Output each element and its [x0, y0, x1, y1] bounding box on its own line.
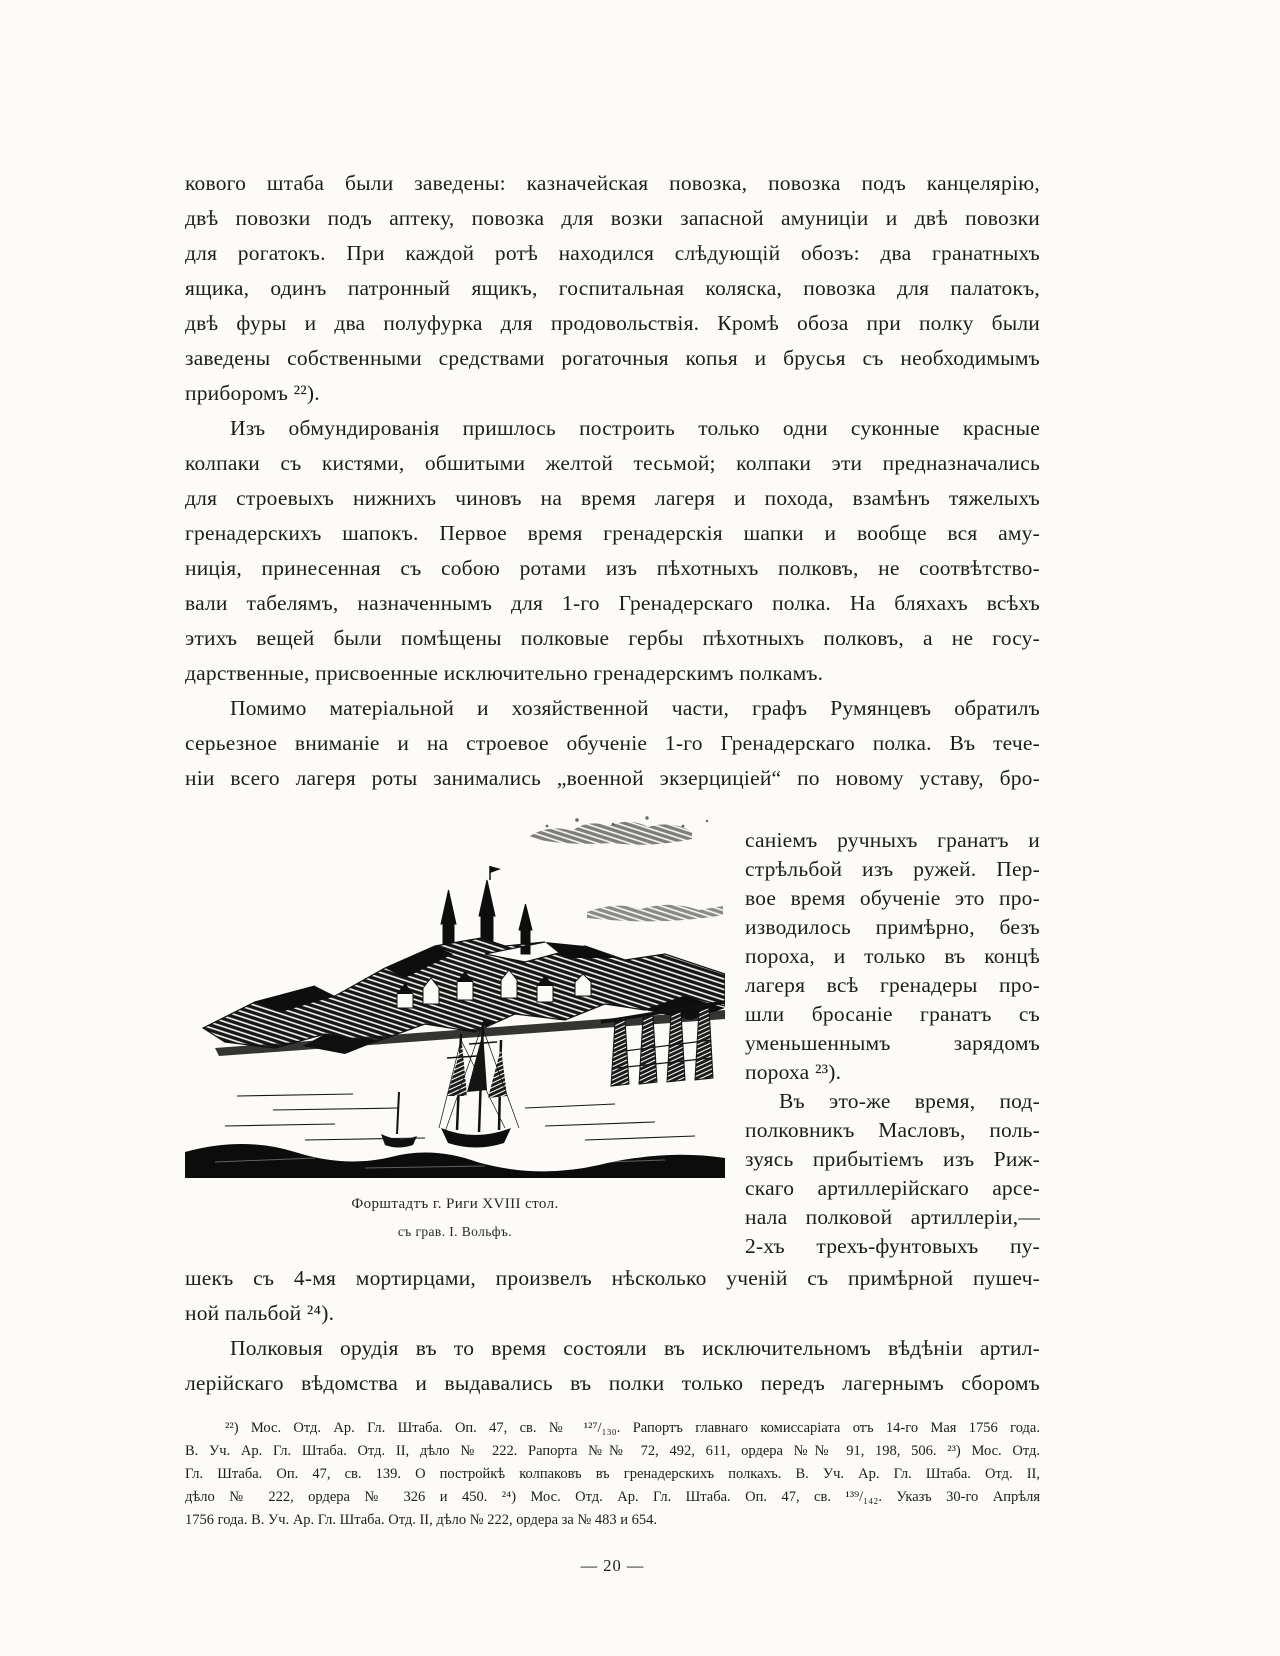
wrapped-text-column [745, 796, 1040, 1261]
footnote-line: 1756 года. В. Уч. Ар. Гл. Штаба. Отд. II, дѣло № 222, ордера за № 483 и 654. [185, 1512, 658, 1528]
text-line: серьезное вниманіе и на строевое обученіе 1-го Гренадерскаго полка. Въ тече- [185, 731, 1040, 755]
paragraph [185, 166, 1040, 411]
text-line: Полковыя орудія въ то время состояли въ исключительномъ вѣдѣніи артил- [230, 1336, 1040, 1360]
text-line: 2-хъ трехъ-фунтовыхъ пу- [745, 1234, 1040, 1258]
text-line: пороха ²³). [745, 1060, 842, 1084]
text-line: уменьшеннымъ зарядомъ [745, 1031, 1040, 1055]
text-line: ниція, принесенная съ собою ротами изъ пѣхотныхъ полковъ, не соотвѣтство- [185, 556, 1040, 580]
figure-caption-title: Форштадтъ г. Риги XVIII стол. [351, 1196, 559, 1212]
text-line: дарственные, присвоенные исключительно гренадерскимъ полкамъ. [185, 661, 824, 685]
page-number: — 20 — [580, 1556, 645, 1575]
text-line: нала полковой артиллеріи,— [745, 1205, 1040, 1229]
figure-and-text-block [185, 796, 1040, 1261]
text-line: вое время обученіе это про- [745, 886, 1040, 910]
paragraph [185, 1331, 1040, 1401]
text-line: полковникъ Масловъ, поль- [745, 1118, 1040, 1142]
text-line: двѣ повозки подъ аптеку, повозка для возки запасной амуниціи и двѣ повозки [185, 206, 1040, 230]
text-line: стрѣльбой изъ ружей. Пер- [745, 857, 1040, 881]
text-line: колпаки съ кистями, обшитыми желтой тесьмой; колпаки эти предназначались [185, 451, 1040, 475]
paragraph [185, 691, 1040, 796]
text-line: зуясь прибытіемъ изъ Риж- [745, 1147, 1040, 1171]
text-line: двѣ фуры и два полуфурка для продовольствія. Кромѣ обоза при полку были [185, 311, 1040, 335]
text-line: Въ это-же время, под- [779, 1089, 1040, 1113]
text-line: лерійскаго вѣдомства и выдавались въ полки только передъ лагернымъ сборомъ [185, 1371, 1040, 1395]
text-line: этихъ вещей были помѣщены полковые гербы пѣхотныхъ полковъ, а не госу- [185, 626, 1040, 650]
text-line: вали табелямъ, назначеннымъ для 1-го Гренадерскаго полка. На бляхахъ всѣхъ [185, 591, 1040, 615]
text-line: лагеря всѣ гренадеры про- [745, 973, 1040, 997]
text-line: Изъ обмундированія пришлось построить только одни суконные красные [230, 416, 1040, 440]
text-line: пороха, и только въ концѣ [745, 944, 1040, 968]
footnote-block [185, 1417, 1040, 1532]
text-line: для рогатокъ. При каждой ротѣ находился слѣдующій обозъ: два гранатныхъ [185, 241, 1040, 265]
text-line: изводилось примѣрно, безъ [745, 915, 1040, 939]
paragraph [185, 1261, 1040, 1331]
footnote-line: В. Уч. Ар. Гл. Штаба. Отд. II, дѣло № 222. Рапорта №№ 72, 492, 611, ордера №№ 91, 198, 506. ²³) Мос. Отд. [185, 1443, 1040, 1459]
text-line: Помимо матеріальной и хозяйственной части, графъ Румянцевъ обратилъ [230, 696, 1040, 720]
text-line: ящика, одинъ патронный ящикъ, госпитальная коляска, повозка для палатокъ, [185, 276, 1040, 300]
figure-caption-credit: съ грав. І. Вольфъ. [397, 1224, 513, 1239]
text-line: саніемъ ручныхъ гранатъ и [745, 828, 1040, 852]
text-line: кового штаба были заведены: казначейская повозка, повозка подъ канцелярію, [185, 171, 1040, 195]
footnote-line: ²²) Мос. Отд. Ар. Гл. Штаба. Оп. 47, св. № ¹²⁷/₁₃₀. Рапортъ главнаго комиссаріата отъ 14-го Мая 1756 года. [225, 1420, 1040, 1436]
figure [185, 796, 725, 1242]
text-line: для строевыхъ нижнихъ чиновъ на время лагеря и похода, взамѣнъ тяжелыхъ [185, 486, 1040, 510]
text-line: шли бросаніе гранатъ съ [745, 1002, 1040, 1026]
paragraph [185, 411, 1040, 691]
text-line: шекъ съ 4-мя мортирцами, произвелъ нѣсколько ученій съ примѣрной пушеч- [185, 1266, 1040, 1290]
text-line: ной пальбой ²⁴). [185, 1301, 335, 1325]
text-block [185, 166, 1040, 1576]
riga-engraving-image [185, 796, 725, 1178]
text-line: заведены собственными средствами рогаточныя копья и брусья съ необходимымъ [185, 346, 1040, 370]
footnote-line: Гл. Штаба. Оп. 47, св. 139. О постройкѣ колпаковъ въ гренадерскихъ полкахъ. В. Уч. Ар. Гл. Штаба. Отд. II, [185, 1466, 1040, 1482]
text-line: гренадерскихъ шапокъ. Первое время гренадерскія шапки и вообще вся аму- [185, 521, 1040, 545]
footnote-line: дѣло № 222, ордера № 326 и 450. ²⁴) Мос. Отд. Ар. Гл. Штаба. Оп. 47, св. ¹³⁹/₁₄₂. Указъ 30-го Апрѣля [185, 1489, 1040, 1505]
text-line: скаго артиллерійскаго арсе- [745, 1176, 1040, 1200]
text-line: приборомъ ²²). [185, 381, 320, 405]
text-line: ніи всего лагеря роты занимались „военной экзерциціей“ по новому уставу, бро- [185, 766, 1040, 790]
